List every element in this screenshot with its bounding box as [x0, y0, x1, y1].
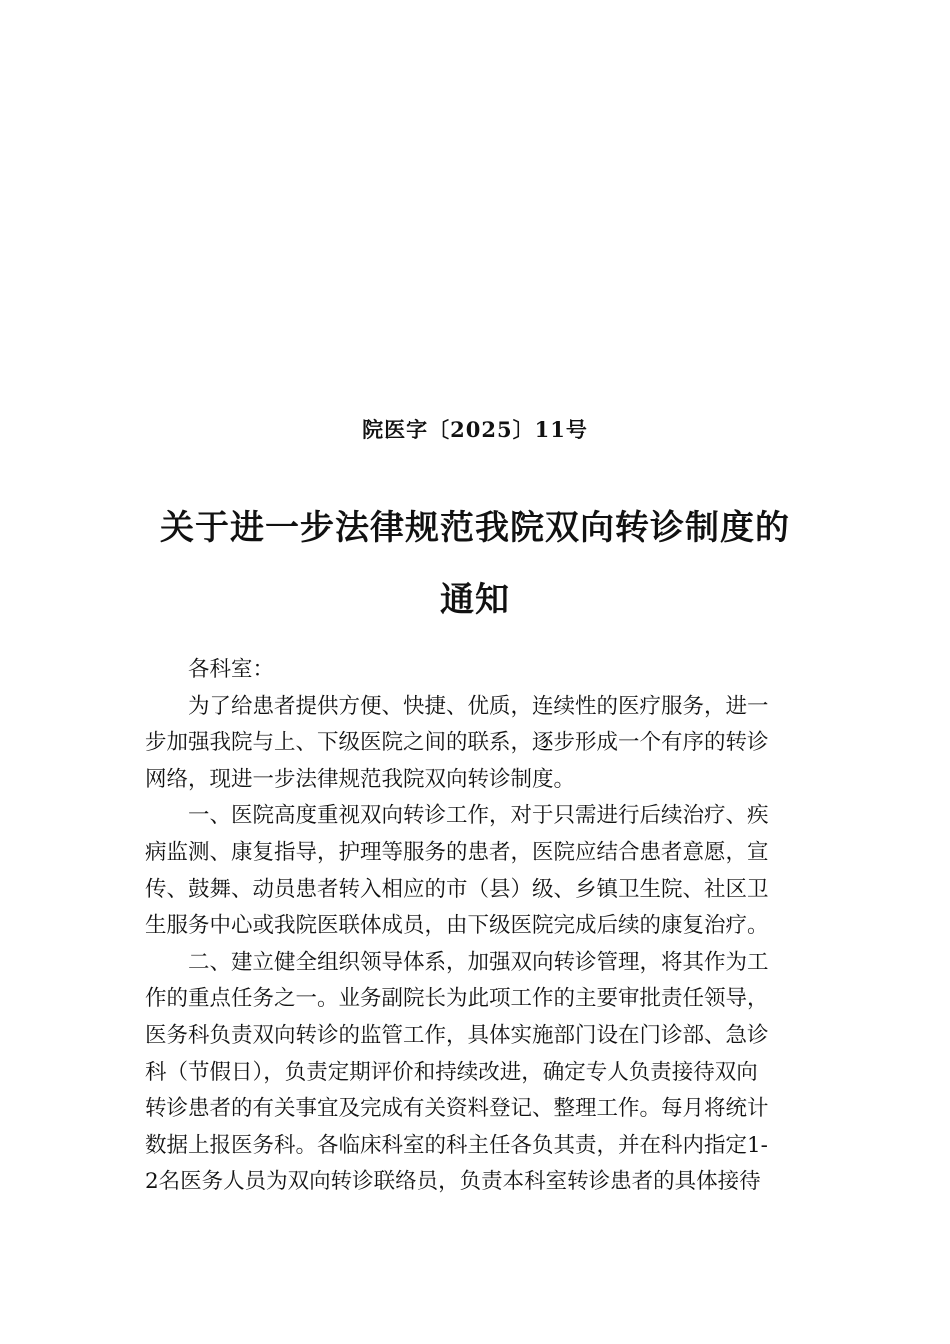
title-line-2: 通知 — [440, 580, 510, 620]
body-line: 转诊患者的有关事宜及完成有关资料登记、整理工作。每月将统计 — [145, 1096, 769, 1122]
title-line-1: 关于进一步法律规范我院双向转诊制度的 — [160, 508, 790, 548]
document-number: 院医字〔2025〕11号 — [362, 417, 588, 442]
body-line: 传、鼓舞、动员患者转入相应的市（县）级、乡镇卫生院、社区卫 — [145, 876, 769, 902]
salutation: 各科室： — [188, 657, 275, 682]
body-line: 步加强我院与上、下级医院之间的联系，逐步形成一个有序的转诊 — [145, 730, 769, 756]
body-line: 生服务中心或我院医联体成员，由下级医院完成后续的康复治疗。 — [145, 913, 769, 939]
body-line: 2名医务人员为双向转诊联络员，负责本科室转诊患者的具体接待 — [145, 1169, 761, 1195]
body-line: 病监测、康复指导，护理等服务的患者，医院应结合患者意愿，宣 — [145, 839, 769, 865]
body-line: 医务科负责双向转诊的监管工作，具体实施部门设在门诊部、急诊 — [145, 1022, 769, 1048]
body-line: 为了给患者提供方便、快捷、优质，连续性的医疗服务，进一 — [188, 693, 769, 719]
body-line: 作的重点任务之一。业务副院长为此项工作的主要审批责任领导， — [145, 986, 769, 1012]
body-line: 数据上报医务科。各临床科室的科主任各负其责，并在科内指定1- — [145, 1132, 768, 1158]
body-line: 一、医院高度重视双向转诊工作，对于只需进行后续治疗、疾 — [188, 803, 769, 829]
body-line: 网络，现进一步法律规范我院双向转诊制度。 — [145, 766, 576, 792]
document-body — [145, 652, 809, 1201]
body-line: 科（节假日），负责定期评价和持续改进，确定专人负责接待双向 — [145, 1059, 758, 1085]
document-title — [120, 492, 830, 636]
body-line: 二、建立健全组织领导体系，加强双向转诊管理，将其作为工 — [188, 949, 769, 975]
